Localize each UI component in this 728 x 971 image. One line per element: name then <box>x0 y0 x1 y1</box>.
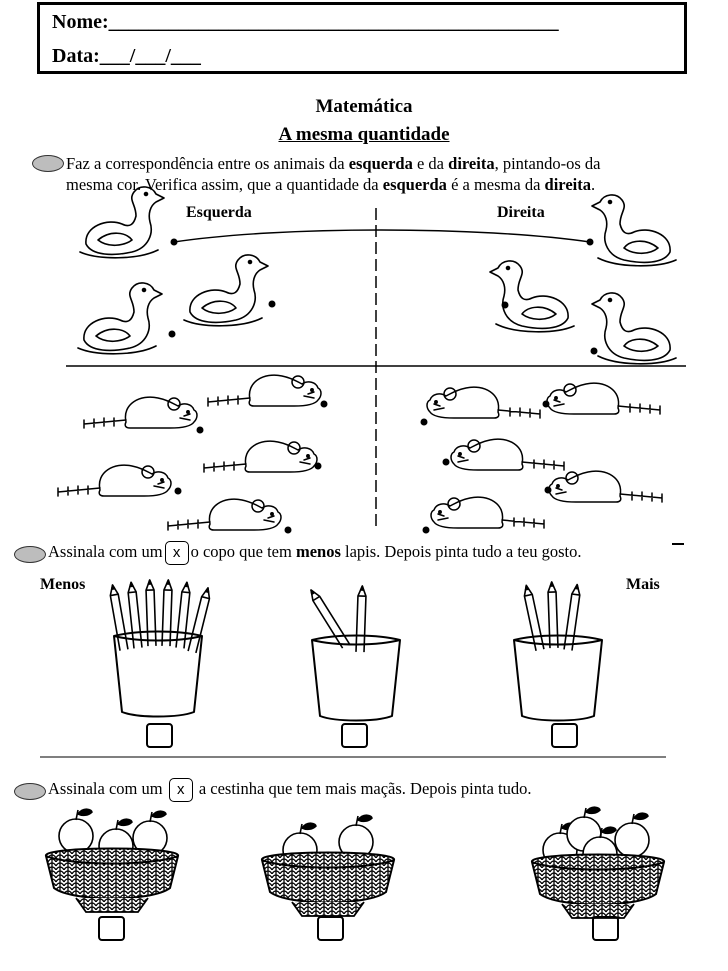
dot <box>269 301 276 308</box>
label-menos: Menos <box>40 576 86 593</box>
x-mark-example: x <box>169 778 193 802</box>
cup-1-checkbox[interactable] <box>146 723 173 748</box>
column-right-label: Direita <box>497 204 545 221</box>
duck-left-3 <box>78 283 162 354</box>
basket-1 <box>46 809 178 912</box>
cup-3-checkbox[interactable] <box>551 723 578 748</box>
date-label: Data:___/___/___ <box>52 45 201 67</box>
mouse-left-3 <box>204 441 317 472</box>
exercise2-instruction: Assinala com um x o copo que tem menos lapis. Depois pinta tudo a teu gosto. <box>48 541 678 565</box>
duck-right-3 <box>592 293 676 364</box>
basket-2-checkbox[interactable] <box>317 916 344 941</box>
page-title: Matemática <box>315 96 413 117</box>
cup-1 <box>109 580 212 717</box>
dot <box>591 348 598 355</box>
mouse-right-5 <box>431 497 544 528</box>
cup-3 <box>514 582 602 721</box>
dot <box>171 239 178 246</box>
exercise1-instruction: Faz a correspondência entre os animais da esquerda e da direita, pintando-os da mesma cor. Verifica assim, que a quantidade da esquerda é a mesma da direita. <box>66 154 601 194</box>
dot <box>502 302 509 309</box>
mouse-right-3 <box>451 439 564 470</box>
mouse-right-4 <box>549 471 662 502</box>
basket-2 <box>262 815 394 916</box>
dot <box>169 331 176 338</box>
duck-left-1 <box>80 187 164 258</box>
example-connection-line <box>174 230 590 242</box>
basket-1-checkbox[interactable] <box>98 916 125 941</box>
basket-3-checkbox[interactable] <box>592 916 619 941</box>
exercise3-instruction: Assinala com um x a cestinha que tem mais maçãs. Depois pinta tudo. <box>48 778 678 802</box>
mouse-left-4 <box>58 465 171 496</box>
mouse-left-1 <box>84 397 197 428</box>
cup-2-checkbox[interactable] <box>341 723 368 748</box>
page-subtitle: A mesma quantidade <box>278 124 450 145</box>
column-left-label: Esquerda <box>186 204 252 221</box>
mouse-left-2 <box>208 375 321 406</box>
mouse-right-2 <box>547 383 660 414</box>
exercise-bullet <box>14 783 46 800</box>
exercise-bullet <box>14 546 46 563</box>
duck-right-1 <box>592 195 676 266</box>
x-mark-example: x <box>165 541 189 565</box>
duck-left-2 <box>184 255 268 326</box>
label-mais: Mais <box>626 576 660 593</box>
duck-right-2 <box>490 261 574 332</box>
mouse-left-5 <box>168 499 281 530</box>
basket-3 <box>532 807 664 918</box>
cup-2 <box>308 586 400 721</box>
dot <box>587 239 594 246</box>
name-label: Nome:_____________________________________________ <box>52 11 559 33</box>
mouse-right-1 <box>427 387 540 418</box>
